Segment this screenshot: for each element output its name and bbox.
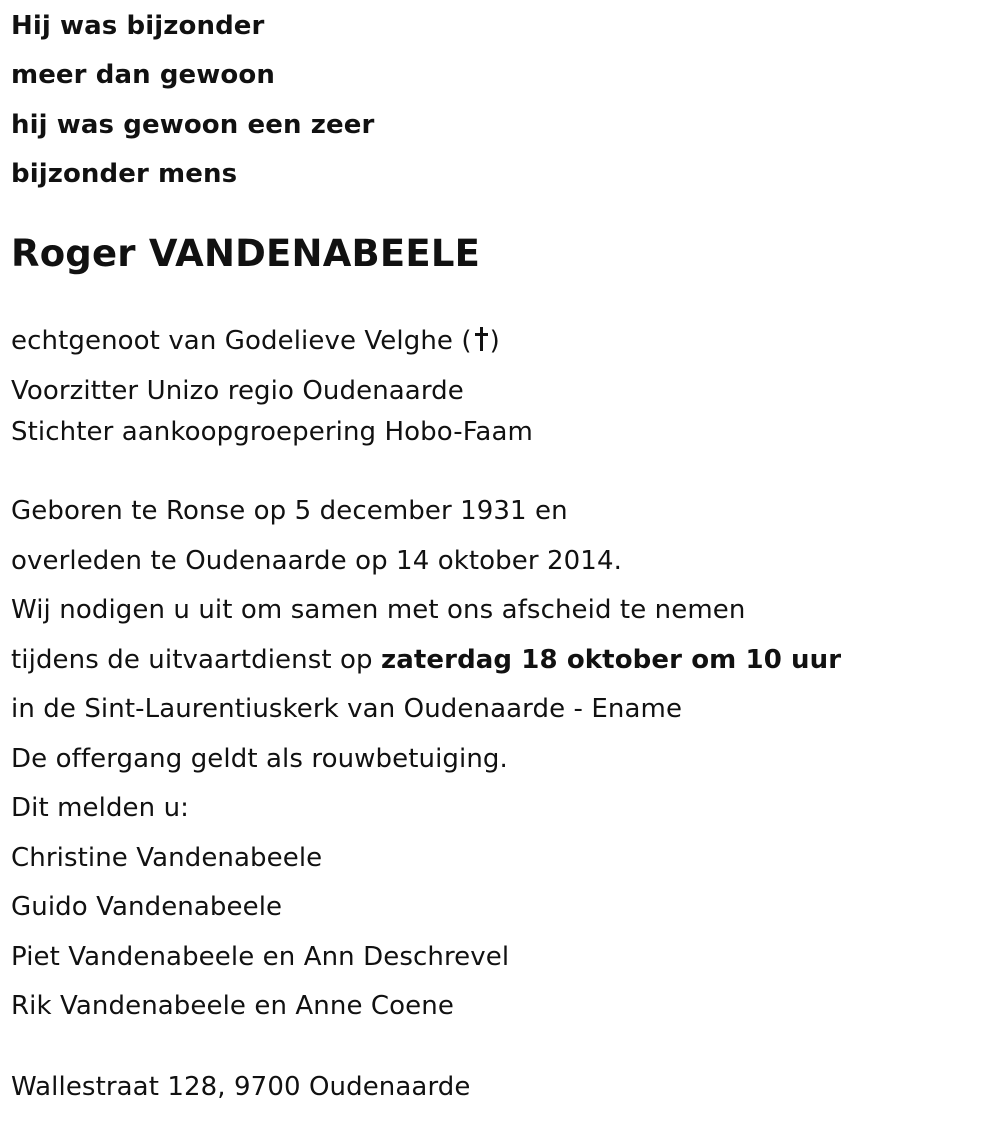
spouse-line bbox=[11, 325, 500, 357]
birth-line: Geboren te Ronse op 5 december 1931 en bbox=[11, 496, 568, 526]
location-line: in de Sint-Laurentiuskerk van Oudenaarde - Ename bbox=[11, 694, 683, 724]
service-date: zaterdag 18 oktober om 10 uur bbox=[381, 645, 842, 675]
address-line: Wallestraat 128, 9700 Oudenaarde bbox=[11, 1072, 471, 1102]
family-member-4: Rik Vandenabeele en Anne Coene bbox=[11, 991, 454, 1021]
offering-line: De offergang geldt als rouwbetuiging. bbox=[11, 744, 508, 774]
deceased-name: Roger VANDENABEELE bbox=[11, 232, 481, 275]
poem-line-4: bijzonder mens bbox=[11, 159, 238, 189]
family-member-1: Christine Vandenabeele bbox=[11, 843, 323, 873]
invitation-line: Wij nodigen u uit om samen met ons afscheid te nemen bbox=[11, 595, 746, 625]
service-text: tijdens de uitvaartdienst op bbox=[11, 645, 382, 675]
cross-icon bbox=[474, 326, 488, 352]
service-line bbox=[11, 644, 841, 676]
death-line: overleden te Oudenaarde op 14 oktober 2014. bbox=[11, 546, 622, 576]
family-intro-line: Dit melden u: bbox=[11, 793, 190, 823]
spouse-text: echtgenoot van Godelieve Velghe ( bbox=[11, 326, 472, 356]
role-line-2: Stichter aankoopgroepering Hobo-Faam bbox=[11, 417, 533, 447]
poem-line-3: hij was gewoon een zeer bbox=[11, 110, 375, 140]
family-member-3: Piet Vandenabeele en Ann Deschrevel bbox=[11, 942, 510, 972]
spouse-closing: ) bbox=[489, 326, 500, 356]
role-line-1: Voorzitter Unizo regio Oudenaarde bbox=[11, 376, 464, 406]
poem-line-2: meer dan gewoon bbox=[11, 60, 275, 90]
poem-line-1: Hij was bijzonder bbox=[11, 11, 265, 41]
family-member-2: Guido Vandenabeele bbox=[11, 892, 283, 922]
